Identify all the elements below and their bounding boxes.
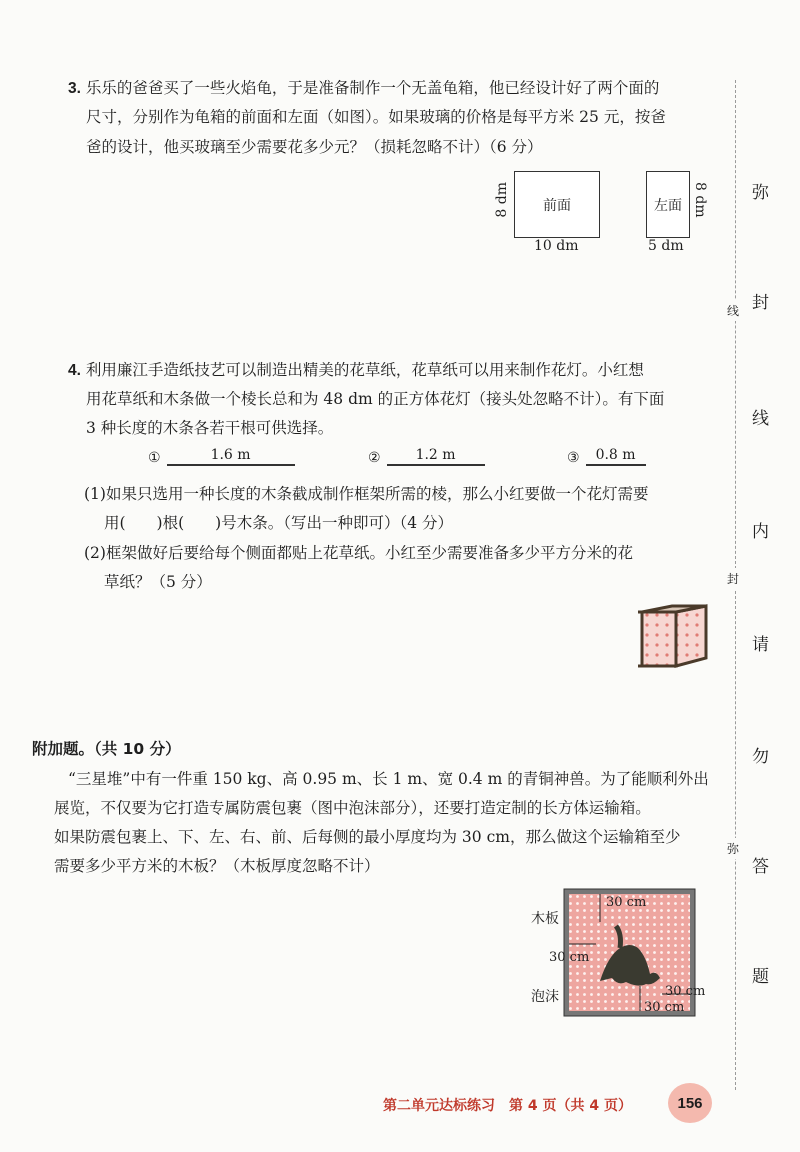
seal-mark-mi: 弥 bbox=[727, 838, 739, 859]
dim-left-label: 30 cm bbox=[549, 950, 590, 965]
stick-option-3: ③ 0.8 m bbox=[567, 447, 646, 466]
front-width-label: 10 dm bbox=[534, 238, 579, 254]
stick-length-3: 0.8 m bbox=[586, 447, 646, 466]
wood-label: 木板 bbox=[531, 911, 559, 927]
page-number-badge bbox=[668, 1083, 712, 1123]
left-face-rect bbox=[646, 171, 690, 238]
footer-unit-text: 第二单元达标练习 第 4 页（共 4 页） bbox=[383, 1098, 632, 1114]
left-height-label: 8 dm bbox=[692, 182, 708, 218]
q4-number: 4. bbox=[68, 362, 81, 379]
bonus-line-1: “三星堆”中有一件重 150 kg、高 0.95 m、长 1 m、宽 0.4 m 的青铜神兽。为了能顺利外出 bbox=[68, 770, 709, 788]
q4-sub2-line-1: (2)框架做好后要给每个侧面都贴上花草纸。小红至少需要准备多少平方分米的花 bbox=[84, 544, 633, 562]
sidebar-word-6: 勿 bbox=[752, 747, 769, 767]
front-face-rect bbox=[514, 171, 600, 238]
seal-mark-feng: 封 bbox=[727, 568, 739, 589]
left-width-label: 5 dm bbox=[648, 238, 684, 254]
front-height-label: 8 dm bbox=[494, 182, 510, 218]
left-face-label: 左面 bbox=[654, 197, 682, 214]
dim-top-label: 30 cm bbox=[606, 895, 647, 910]
stick-length-2: 1.2 m bbox=[387, 447, 485, 466]
stick-option-2: ② 1.2 m bbox=[368, 447, 485, 466]
foam-label: 泡沫 bbox=[531, 989, 559, 1005]
sidebar-word-7: 答 bbox=[752, 857, 769, 877]
q4-sub1-line-1: (1)如果只选用一种长度的木条截成制作框架所需的棱，那么小红要做一个花灯需要 bbox=[84, 485, 649, 503]
q3-line-3: 爸的设计，他买玻璃至少需要花多少元？（损耗忽略不计）（6 分） bbox=[86, 138, 543, 156]
q3-line-2: 尺寸，分别作为龟箱的前面和左面（如图）。如果玻璃的价格是每平方米 25 元，按爸 bbox=[86, 108, 666, 126]
bonus-title: 附加题。（共 10 分） bbox=[32, 740, 181, 758]
front-face-label: 前面 bbox=[543, 197, 571, 214]
bonus-line-3: 如果防震包裹上、下、左、右、前、后每侧的最小厚度均为 30 cm，那么做这个运输箱至少 bbox=[54, 828, 681, 846]
q4-line-2: 用花草纸和木条做一个棱长总和为 48 dm 的正方体花灯（接头处忽略不计）。有下面 bbox=[86, 390, 665, 408]
page-number: 156 bbox=[677, 1094, 703, 1112]
sidebar-word-4: 内 bbox=[752, 522, 769, 542]
q4-line-1: 4. 利用廉江手造纸技艺可以制造出精美的花草纸，花草纸可以用来制作花灯。小红想 bbox=[68, 361, 644, 379]
sidebar-word-8: 题 bbox=[752, 967, 769, 987]
q4-line-3: 3 种长度的木条各若干根可供选择。 bbox=[86, 419, 334, 437]
dim-bottom-label: 30 cm bbox=[644, 1000, 685, 1015]
bonus-line-4: 需要多少平方米的木板？（木板厚度忽略不计） bbox=[54, 857, 380, 875]
q3-number: 3. bbox=[68, 80, 81, 97]
stick-option-1: ① 1.6 m bbox=[148, 447, 295, 466]
bonus-line-2: 展览，不仅要为它打造专属防震包裹（图中泡沫部分），还要打造定制的长方体运输箱。 bbox=[54, 799, 651, 817]
sidebar-word-1: 弥 bbox=[752, 183, 769, 203]
q4-sub2-line-2: 草纸？（5 分） bbox=[104, 573, 212, 591]
sidebar-word-3: 线 bbox=[752, 409, 769, 429]
lantern-illustration bbox=[632, 600, 716, 672]
sidebar-word-2: 封 bbox=[752, 293, 769, 313]
dim-right-label: 30 cm bbox=[665, 984, 706, 999]
stick-length-1: 1.6 m bbox=[167, 447, 295, 466]
sidebar-word-5: 请 bbox=[752, 635, 769, 655]
q3-line-1: 3. 乐乐的爸爸买了一些火焰龟，于是准备制作一个无盖龟箱，他已经设计好了两个面的 bbox=[68, 79, 660, 97]
seal-mark-xian: 线 bbox=[727, 300, 739, 321]
q4-sub1-line-2: 用( )根( )号木条。（写出一种即可）（4 分） bbox=[104, 514, 453, 532]
